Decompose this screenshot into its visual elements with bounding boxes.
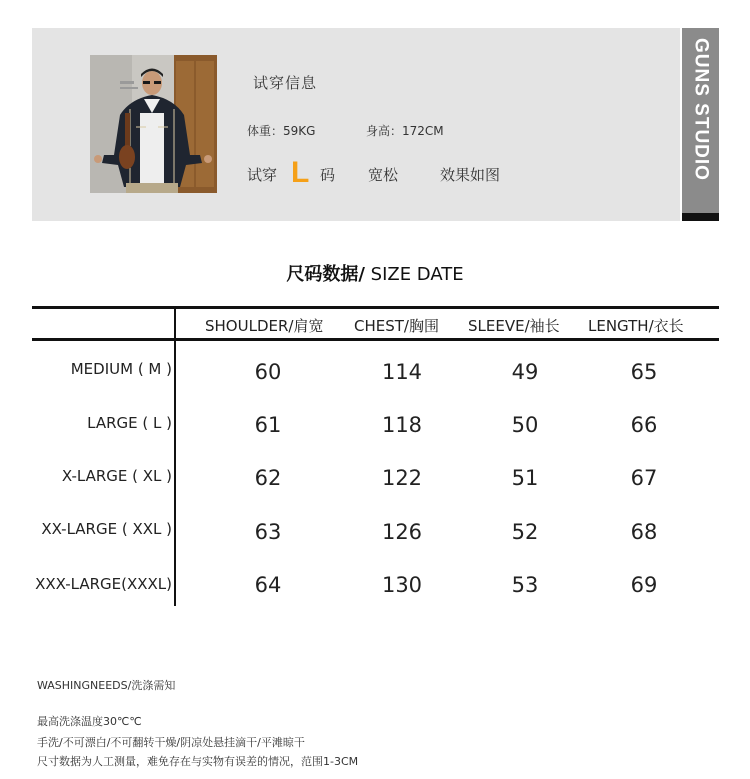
cell-m-length: 65 xyxy=(630,360,658,384)
cell-xxxl-chest: 130 xyxy=(381,573,423,597)
row-label-xl: X-LARGE ( XL ) xyxy=(61,467,172,485)
size-heading-en: SIZE DATE xyxy=(364,264,464,285)
effect-note: 效果如图 xyxy=(440,166,501,184)
measurement-note: 尺寸数据为人工测量，难免存在与实物有误差的情况，范围1-3CM xyxy=(37,755,359,768)
model-photo xyxy=(90,55,217,193)
try-prefix: 试穿 xyxy=(247,166,278,184)
row-label-m: MEDIUM ( M ) xyxy=(70,360,172,378)
cell-xxxl-shoulder: 64 xyxy=(254,573,282,597)
fit-description: 宽松 xyxy=(368,166,399,184)
cell-xxxl-sleeve: 53 xyxy=(511,573,539,597)
cell-l-length: 66 xyxy=(630,413,658,437)
try-suffix: 码 xyxy=(320,166,336,184)
cell-xxxl-length: 69 xyxy=(630,573,658,597)
try-size-letter: L xyxy=(291,156,310,189)
size-table-heading xyxy=(0,260,750,286)
cell-xxl-length: 68 xyxy=(630,520,658,544)
brand-stripe xyxy=(682,213,719,221)
model-photo-illustration xyxy=(90,55,217,193)
row-label-l: LARGE ( L ) xyxy=(87,414,172,432)
cell-m-chest: 114 xyxy=(381,360,423,384)
try-on-info-panel xyxy=(32,28,680,221)
cell-xxl-chest: 126 xyxy=(381,520,423,544)
cell-xl-sleeve: 51 xyxy=(511,466,539,490)
model-weight: 体重：59KG xyxy=(247,124,316,138)
model-height: 身高：172CM xyxy=(366,124,444,138)
column-header-shoulder: SHOULDER/肩宽 xyxy=(205,317,324,335)
cell-l-chest: 118 xyxy=(381,413,423,437)
column-header-length: LENGTH/衣长 xyxy=(588,317,684,335)
cell-m-sleeve: 49 xyxy=(511,360,539,384)
washing-temperature: 最高洗涤温度30℃℃ xyxy=(37,715,142,728)
washing-instructions: 手洗/不可漂白/不可翻转干燥/阴凉处悬挂滴干/平滩晾干 xyxy=(37,736,305,749)
row-label-xxxl: XXX-LARGE(XXXL) xyxy=(35,575,172,593)
column-header-sleeve: SLEEVE/袖长 xyxy=(468,317,560,335)
cell-xxl-sleeve: 52 xyxy=(511,520,539,544)
column-header-chest: CHEST/胸围 xyxy=(354,317,439,335)
table-vertical-rule xyxy=(174,306,176,606)
brand-logo xyxy=(682,38,719,208)
cell-xl-shoulder: 62 xyxy=(254,466,282,490)
brand-name: GUNS STUDIO xyxy=(690,38,712,181)
table-top-rule xyxy=(32,306,719,309)
cell-xl-chest: 122 xyxy=(381,466,423,490)
row-label-xxl: XX-LARGE ( XXL ) xyxy=(41,520,172,538)
table-header-rule xyxy=(32,338,719,341)
brand-bar xyxy=(682,28,719,221)
try-on-fit-line xyxy=(247,156,667,190)
try-on-title: 试穿信息 xyxy=(253,74,318,92)
size-heading-cn: 尺码数据/ xyxy=(286,264,365,285)
cell-m-shoulder: 60 xyxy=(254,360,282,384)
cell-l-sleeve: 50 xyxy=(511,413,539,437)
cell-xl-length: 67 xyxy=(630,466,658,490)
cell-l-shoulder: 61 xyxy=(254,413,282,437)
washing-title: WASHINGNEEDS/洗涤需知 xyxy=(37,679,176,692)
cell-xxl-shoulder: 63 xyxy=(254,520,282,544)
